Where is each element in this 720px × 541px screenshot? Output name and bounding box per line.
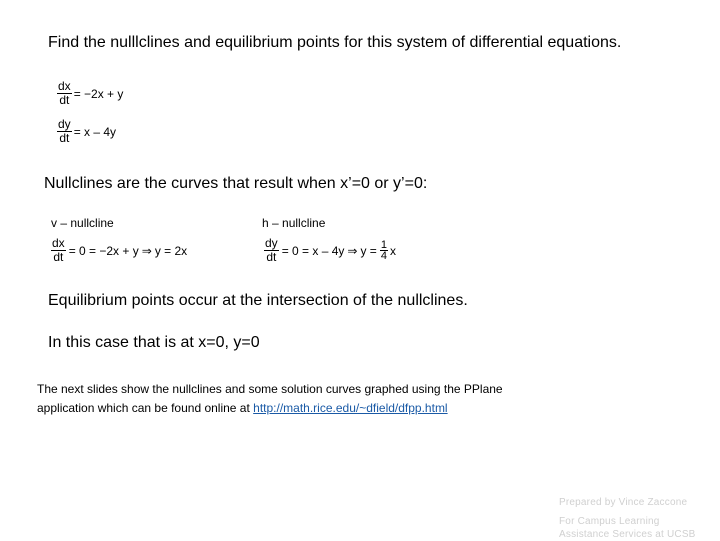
implies-arrow: ⇒ (347, 243, 358, 258)
equation-rhs: = −2x + y (73, 86, 124, 101)
equation-dx-dt (57, 80, 123, 107)
nullcline-result: y = (360, 243, 377, 258)
fraction-numerator: dx (58, 79, 71, 93)
implies-arrow: ⇒ (141, 243, 152, 258)
v-nullcline-equation (51, 237, 187, 264)
nullcline-expression: = 0 = x – 4y (281, 243, 345, 258)
equation-rhs: = x – 4y (73, 124, 117, 139)
v-nullcline-heading: v – nullcline (51, 216, 114, 230)
nullcline-result: y = 2x (154, 243, 188, 258)
fraction-dy-dt (264, 237, 279, 264)
case-text: In this case that is at x=0, y=0 (48, 334, 260, 351)
fraction-numerator: dx (52, 236, 65, 250)
fraction-dy-dt (57, 118, 72, 145)
note-line-1: The next slides show the nullclines and some solution curves graphed using the PPlane (37, 382, 503, 396)
footer-line-1: Prepared by Vince Zaccone (559, 497, 688, 508)
fraction-numerator: dy (265, 236, 278, 250)
credits-footer (559, 496, 696, 541)
h-nullcline-equation (264, 237, 396, 264)
fraction-denominator: dt (59, 93, 70, 107)
note-line-2 (37, 399, 697, 418)
nullclines-intro: Nullclines are the curves that result when x’=0 or y’=0: (44, 175, 428, 192)
footer-line-3: Assistance Services at UCSB (559, 529, 696, 540)
note-prefix: application which can be found online at (37, 401, 254, 415)
nullcline-variable: x (389, 243, 396, 258)
fraction-dx-dt (51, 237, 66, 264)
slide-title: Find the nulllclines and equilibrium points for this system of differential equations. (48, 34, 622, 51)
fraction-one-quarter (380, 240, 388, 261)
h-nullcline-heading: h – nullcline (262, 216, 326, 230)
nullcline-expression: = 0 = −2x + y (68, 243, 139, 258)
fraction-dx-dt (57, 80, 72, 107)
fraction-denominator: dt (53, 250, 64, 264)
pplane-link[interactable]: http://math.rice.edu/~dfield/dfpp.html (253, 401, 448, 415)
fraction-numerator: 1 (380, 239, 387, 251)
fraction-denominator: dt (59, 131, 70, 145)
fraction-denominator: dt (266, 250, 277, 264)
equilibrium-text: Equilibrium points occur at the intersection of the nullclines. (48, 292, 468, 309)
fraction-numerator: dy (58, 117, 71, 131)
footer-line-2: For Campus Learning (559, 516, 660, 527)
equation-dy-dt (57, 118, 116, 145)
fraction-denominator: 4 (380, 250, 387, 262)
pplane-note (37, 380, 697, 418)
